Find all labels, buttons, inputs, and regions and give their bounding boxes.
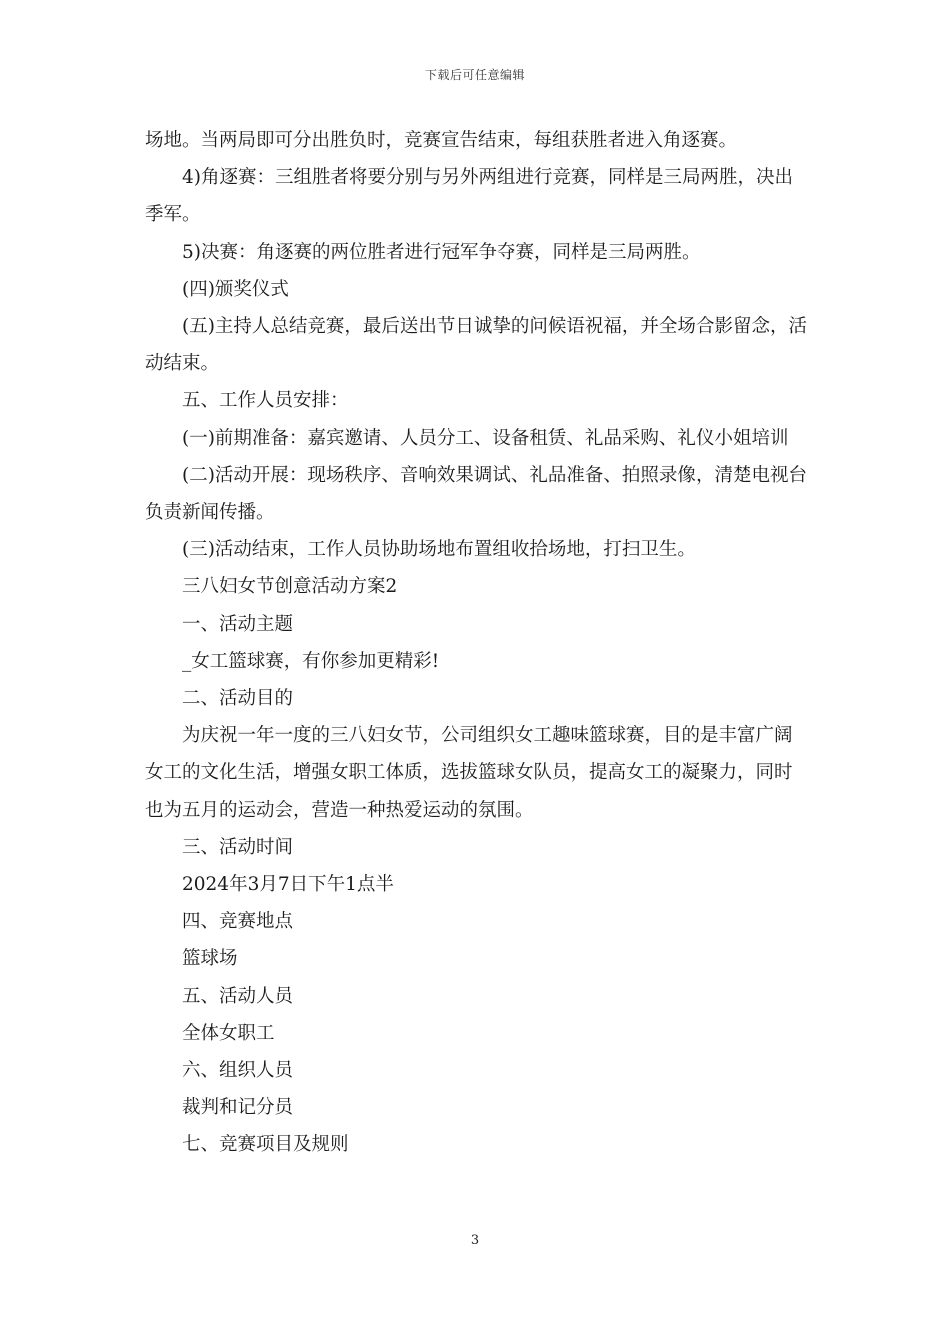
page-number: 3 (470, 1233, 480, 1248)
section-heading: 四、竞赛地点 (182, 911, 294, 933)
paragraph: (三)活动结束，工作人员协助场地布置组收拾场地，打扫卫生。 (182, 539, 696, 561)
section-heading: 六、组织人员 (182, 1060, 294, 1082)
paragraph: 场地。当两局即可分出胜负时，竞赛宣告结束，每组获胜者进入角逐赛。 (145, 130, 738, 151)
section-heading: 二、活动目的 (182, 688, 294, 710)
paragraph: 裁判和记分员 (182, 1097, 294, 1119)
paragraph: _女工篮球赛，有你参加更精彩! (182, 650, 440, 672)
paragraph: 全体女职工 (182, 1022, 275, 1044)
section-heading: 三、活动时间 (182, 836, 294, 858)
paragraph: (二)活动开展：现场秩序、音响效果调试、礼品准备、拍照录像，清楚电视台负责新闻传播。 (145, 464, 807, 524)
section-heading: (四)颁奖仪式 (182, 278, 289, 300)
document-title: 三八妇女节创意活动方案2 (182, 576, 398, 598)
page-header: 下载后可任意编辑 (424, 68, 525, 82)
paragraph: (一)前期准备：嘉宾邀请、人员分工、设备租赁、礼品采购、礼仪小姐培训 (182, 427, 789, 449)
section-heading: 一、活动主题 (182, 613, 294, 635)
paragraph: 2024年3月7日下午1点半 (182, 874, 394, 896)
paragraph: (五)主持人总结竞赛，最后送出节日诚挚的问候语祝福，并全场合影留念，活动结束。 (145, 316, 807, 375)
paragraph: 篮球场 (182, 948, 238, 970)
paragraph: 为庆祝一年一度的三八妇女节，公司组织女工趣味篮球赛，目的是丰富广阔女工的文化生活，增强女职工体质，选拔篮球女队员，提高女工的凝聚力，同时也为五月的运动会，营造一种热爱运动的氛围。 (145, 725, 793, 821)
section-heading: 五、工作人员安排： (182, 390, 349, 412)
section-heading: 五、活动人员 (182, 985, 294, 1007)
section-heading: 七、竞赛项目及规则 (182, 1134, 349, 1156)
paragraph: 4)角逐赛：三组胜者将要分别与另外两组进行竞赛，同样是三局两胜，决出季军。 (145, 167, 793, 226)
document-body (145, 122, 810, 1164)
paragraph: 5)决赛：角逐赛的两位胜者进行冠军争夺赛，同样是三局两胜。 (182, 241, 701, 263)
